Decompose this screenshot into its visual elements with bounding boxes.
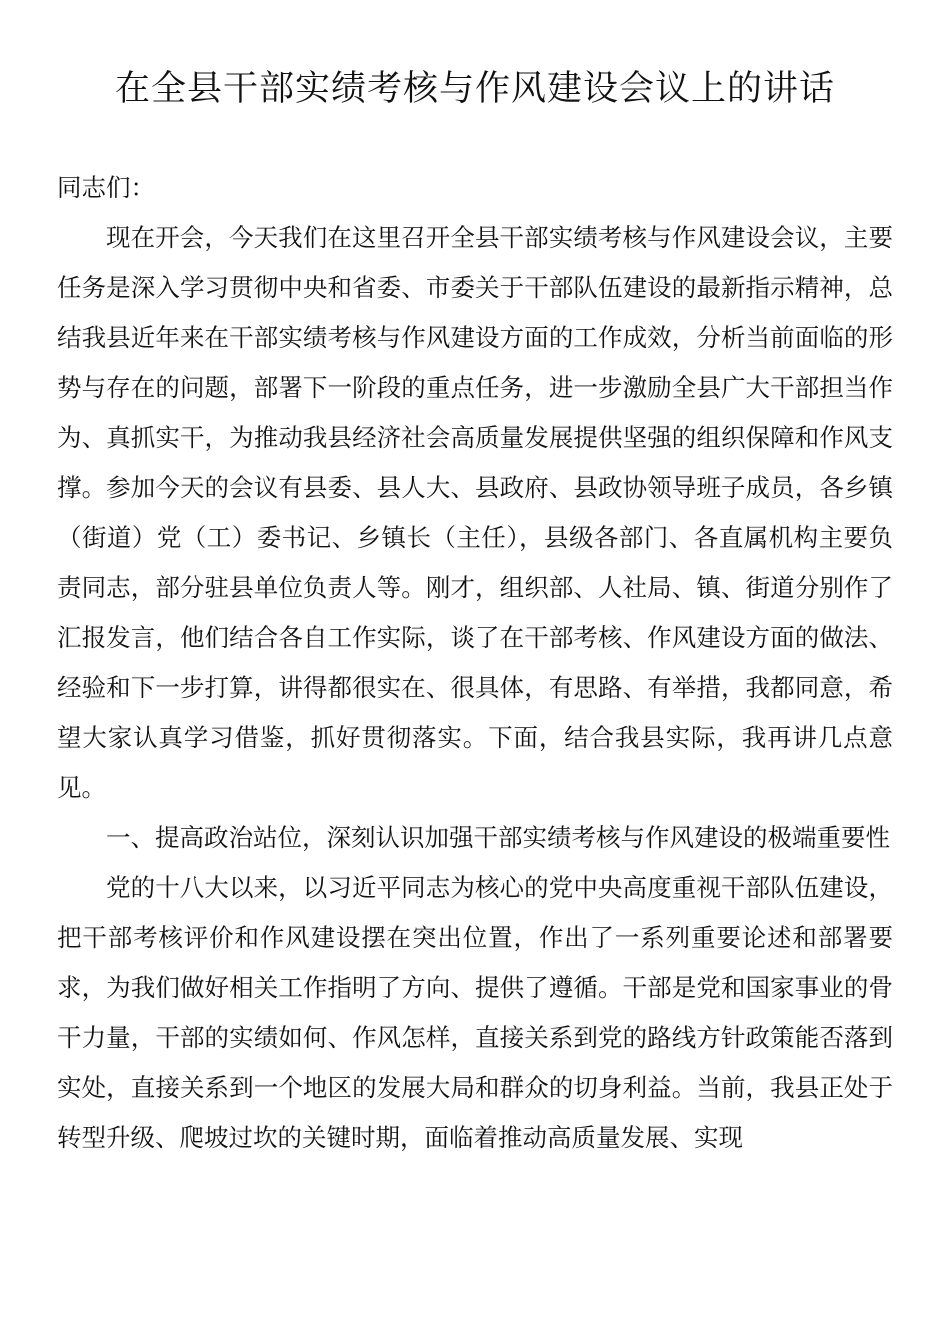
paragraph-opening: 现在开会，今天我们在这里召开全县干部实绩考核与作风建设会议，主要任务是深入学习贯彻中央和省委、市委关于干部队伍建设的最新指示精神，总结我县近年来在干部实绩考核与作风建设方面的工作成效，分析当前面临的形势与存在的问题，部署下一阶段的重点任务，进一步激励全县广大干部担当作为、真抓实干，为推动我县经济社会高质量发展提供坚强的组织保障和作风支撑。参加今天的会议有县委、县人大、县政府、县政协领导班子成员，各乡镇（街道）党（工）委书记、乡镇长（主任），县级各部门、各直属机构主要负责同志，部分驻县单位负责人等。刚才，组织部、人社局、镇、街道分别作了汇报发言，他们结合各自工作实际，谈了在干部考核、作风建设方面的做法、经验和下一步打算，讲得都很实在、很具体，有思路、有举措，我都同意，希望大家认真学习借鉴，抓好贯彻落实。下面，结合我县实际，我再讲几点意见。 [57,223,893,802]
section-heading-1: 一、提高政治站位，深刻认识加强干部实绩考核与作风建设的极端重要性 [106,823,890,852]
document-title: 在全县干部实绩考核与作风建设会议上的讲话 [114,69,835,109]
paragraph-section-1: 党的十八大以来，以习近平同志为核心的党中央高度重视干部队伍建设，把干部考核评价和作风建设摆在突出位置，作出了一系列重要论述和部署要求，为我们做好相关工作指明了方向、提供了遵循。干部是党和国家事业的骨干力量，干部的实绩如何、作风怎样，直接关系到党的路线方针政策能否落到实处，直接关系到一个地区的发展大局和群众的切身利益。当前，我县正处于转型升级、爬坡过坎的关键时期，面临着推动高质量发展、实现 [57,873,893,1152]
salutation: 同志们： [57,173,155,202]
document-body [57,163,893,1163]
